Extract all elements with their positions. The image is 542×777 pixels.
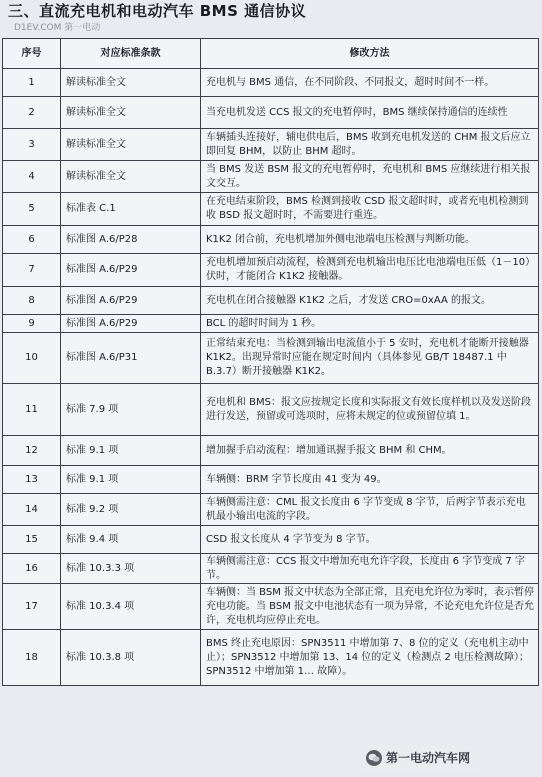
wechat-logo-icon	[366, 750, 382, 766]
table-header-row	[3, 39, 539, 69]
modification-method: 正常结束充电：当检测到输出电流值小于 5 安时，充电机才能断开接触器 K1K2。出现异常时应能在规定时间内（具体参见 GB/T 18487.1 中 B.3.7）断开接触器 K1K2。	[201, 333, 539, 384]
table-row	[3, 554, 539, 584]
row-number: 15	[3, 526, 61, 554]
row-number: 7	[3, 254, 61, 287]
table-row	[3, 384, 539, 436]
standard-clause: 标准 9.1 项	[61, 466, 201, 494]
modification-method: 充电机与 BMS 通信，在不同阶段、不同报文，超时时间不一样。	[201, 69, 539, 97]
standard-clause: 标准 9.2 项	[61, 494, 201, 526]
modification-method: K1K2 闭合前，充电机增加外侧电池端电压检测与判断功能。	[201, 226, 539, 254]
standard-clause: 标准 7.9 项	[61, 384, 201, 436]
header-no: 序号	[3, 39, 61, 69]
modification-method: 车辆侧需注意：CML 报文长度由 6 字节变成 8 字节，后两字节表示充电机最小输出电流的字段。	[201, 494, 539, 526]
standard-clause: 解读标准全文	[61, 129, 201, 161]
header-standard-clause: 对应标准条款	[61, 39, 201, 69]
standard-clause: 标准 10.3.3 项	[61, 554, 201, 584]
modification-method: CSD 报文长度从 4 字节变为 8 字节。	[201, 526, 539, 554]
row-number: 5	[3, 193, 61, 226]
modification-method: 车辆侧：BRM 字节长度由 41 变为 49。	[201, 466, 539, 494]
brand-label: 第一电动汽车网	[386, 751, 471, 765]
standard-clause: 标准图 A.6/P29	[61, 315, 201, 333]
table-row	[3, 97, 539, 129]
standard-clause: 标准 9.4 项	[61, 526, 201, 554]
row-number: 14	[3, 494, 61, 526]
modification-method: 当充电机发送 CCS 报文的充电暂停时，BMS 继续保持通信的连续性	[201, 97, 539, 129]
row-number: 1	[3, 69, 61, 97]
standard-clause: 标准 9.1 项	[61, 436, 201, 466]
modification-method: 车辆侧需注意：CCS 报文中增加充电允许字段，长度由 6 字节变成 7 字节。	[201, 554, 539, 584]
row-number: 2	[3, 97, 61, 129]
modification-method: 在充电结束阶段，BMS 检测到接收 CSD 报文超时时，或者充电机检测到收 BSD 报文超时时，不需要进行重连。	[201, 193, 539, 226]
header-modification-method: 修改方法	[201, 39, 539, 69]
row-number: 10	[3, 333, 61, 384]
row-number: 17	[3, 584, 61, 630]
table-row	[3, 526, 539, 554]
modification-method: BCL 的超时时间为 1 秒。	[201, 315, 539, 333]
row-number: 9	[3, 315, 61, 333]
brand-watermark	[362, 745, 478, 771]
row-number: 3	[3, 129, 61, 161]
table-row	[3, 161, 539, 193]
modification-method: BMS 终止充电原因：SPN3511 中增加第 7、8 位的定义（充电机主动中止）；SPN3512 中增加第 13、14 位的定义（检测点 2 电压检测故障）；SPN3512 中增加第 1… 故障）。	[201, 630, 539, 686]
table-row	[3, 129, 539, 161]
protocol-change-table	[2, 38, 539, 686]
table-row	[3, 494, 539, 526]
standard-clause: 标准 10.3.8 项	[61, 630, 201, 686]
standard-clause: 标准表 C.1	[61, 193, 201, 226]
table-row	[3, 466, 539, 494]
table-row	[3, 584, 539, 630]
modification-method: 充电机和 BMS：报文应按规定长度和实际报文有效长度样机以及发送阶段进行发送，预留或可选项时，应将未规定的位或预留位填 1。	[201, 384, 539, 436]
document-heading: 三、直流充电机和电动汽车 BMS 通信协议	[8, 2, 307, 20]
standard-clause: 标准图 A.6/P28	[61, 226, 201, 254]
row-number: 8	[3, 287, 61, 315]
standard-clause: 标准图 A.6/P31	[61, 333, 201, 384]
row-number: 18	[3, 630, 61, 686]
standard-clause: 解读标准全文	[61, 161, 201, 193]
modification-method: 充电机增加预启动流程，检测到充电机输出电压比电池端电压低（1－10）伏时，才能闭合 K1K2 接触器。	[201, 254, 539, 287]
modification-method: 充电机在闭合接触器 K1K2 之后，才发送 CRO=0xAA 的报文。	[201, 287, 539, 315]
modification-method: 车辆侧：当 BSM 报文中状态为全部正常，且充电允许位为零时，表示暂停充电功能。当 BSM 报文中电池状态有一项为异常，不论充电允许位是否允许，充电机均应停止充电。	[201, 584, 539, 630]
row-number: 13	[3, 466, 61, 494]
row-number: 11	[3, 384, 61, 436]
standard-clause: 解读标准全文	[61, 69, 201, 97]
table-row	[3, 254, 539, 287]
row-number: 16	[3, 554, 61, 584]
standard-clause: 标准图 A.6/P29	[61, 254, 201, 287]
site-watermark: D1EV.COM 第一电动	[14, 23, 101, 33]
table-row	[3, 315, 539, 333]
standard-clause: 标准图 A.6/P29	[61, 287, 201, 315]
table-row	[3, 630, 539, 686]
modification-method: 当 BMS 发送 BSM 报文的充电暂停时，充电机和 BMS 应继续进行相关报文交互。	[201, 161, 539, 193]
table-row	[3, 287, 539, 315]
row-number: 12	[3, 436, 61, 466]
modification-method: 增加握手启动流程：增加通讯握手报文 BHM 和 CHM。	[201, 436, 539, 466]
modification-method: 车辆插头连接好，辅电供电后，BMS 收到充电机发送的 CHM 报文后应立即回复 BHM，以防止 BHM 超时。	[201, 129, 539, 161]
table-row	[3, 69, 539, 97]
table-row	[3, 436, 539, 466]
row-number: 6	[3, 226, 61, 254]
table-row	[3, 226, 539, 254]
standard-clause: 标准 10.3.4 项	[61, 584, 201, 630]
standard-clause: 解读标准全文	[61, 97, 201, 129]
table-row	[3, 193, 539, 226]
table-row	[3, 333, 539, 384]
row-number: 4	[3, 161, 61, 193]
